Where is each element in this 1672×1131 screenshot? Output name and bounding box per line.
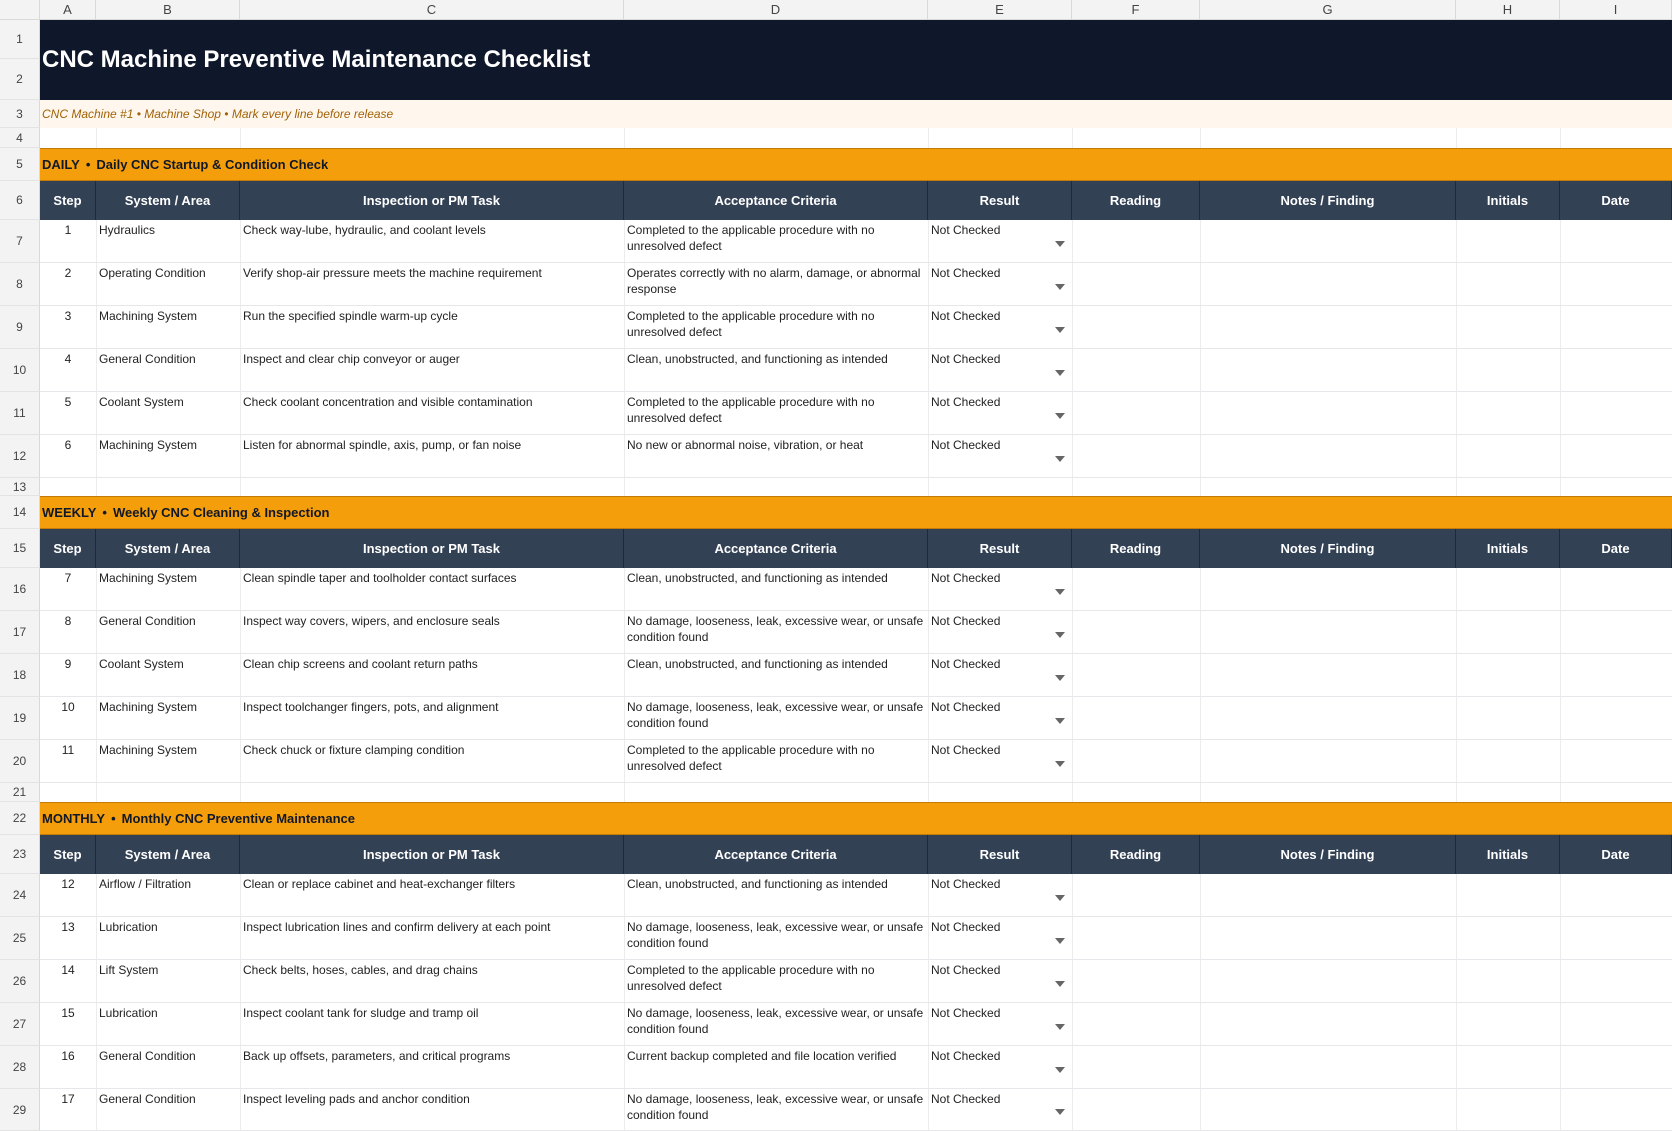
system-area[interactable]: General Condition: [99, 1049, 196, 1063]
section-code: MONTHLY: [42, 811, 106, 826]
pm-task[interactable]: Inspect coolant tank for sludge and tramp oil: [243, 1006, 479, 1020]
caret-down-icon[interactable]: [1055, 327, 1065, 333]
notes-cell[interactable]: [1200, 435, 1456, 478]
column-title-1: Step: [40, 181, 96, 220]
pm-task[interactable]: Inspect way covers, wipers, and enclosure seals: [243, 614, 500, 628]
date-cell[interactable]: [1560, 1089, 1672, 1131]
pm-task[interactable]: Check chuck or fixture clamping condition: [243, 743, 465, 757]
bullet-separator: •: [111, 811, 116, 826]
column-title-2: System / Area: [96, 529, 240, 568]
acceptance-criteria[interactable]: No damage, looseness, leak, excessive wear, or unsafe condition found: [627, 1092, 924, 1122]
section-title: [42, 496, 942, 529]
date-cell[interactable]: [1560, 392, 1672, 435]
pm-task[interactable]: Back up offsets, parameters, and critical programs: [243, 1049, 511, 1063]
column-header-i[interactable]: I: [1560, 0, 1672, 20]
caret-down-icon[interactable]: [1055, 938, 1065, 944]
row-header[interactable]: 18: [0, 654, 40, 697]
page-title: CNC Machine Preventive Maintenance Checklist: [42, 46, 591, 73]
row-header[interactable]: 2: [0, 59, 40, 100]
notes-cell[interactable]: [1200, 349, 1456, 392]
row-header[interactable]: 27: [0, 1003, 40, 1046]
column-header-d[interactable]: D: [624, 0, 928, 20]
row-header[interactable]: 5: [0, 148, 40, 181]
column-title-3: Inspection or PM Task: [240, 835, 624, 874]
system-area[interactable]: Airflow / Filtration: [99, 877, 192, 891]
date-cell[interactable]: [1560, 874, 1672, 917]
caret-down-icon[interactable]: [1055, 284, 1065, 290]
bullet-separator: •: [102, 505, 107, 520]
step-number[interactable]: 14: [61, 963, 75, 977]
row-header[interactable]: 4: [0, 128, 40, 148]
acceptance-criteria[interactable]: Completed to the applicable procedure with no unresolved defect: [627, 309, 875, 339]
row-header[interactable]: 1: [0, 20, 40, 59]
caret-down-icon[interactable]: [1055, 241, 1065, 247]
system-area[interactable]: Lift System: [99, 963, 159, 977]
caret-down-icon[interactable]: [1055, 895, 1065, 901]
row-header[interactable]: 16: [0, 568, 40, 611]
row-header[interactable]: 15: [0, 529, 40, 568]
step-number[interactable]: 17: [61, 1092, 75, 1106]
system-area[interactable]: Coolant System: [99, 395, 184, 409]
column-title-5: Result: [928, 529, 1072, 568]
column-header-c[interactable]: C: [240, 0, 624, 20]
acceptance-criteria[interactable]: Completed to the applicable procedure with no unresolved defect: [627, 743, 875, 773]
section-title: [42, 148, 942, 181]
result-dropdown[interactable]: Not Checked: [931, 920, 1001, 934]
notes-cell[interactable]: [1200, 1046, 1456, 1089]
column-header-h[interactable]: H: [1456, 0, 1560, 20]
notes-cell[interactable]: [1200, 697, 1456, 740]
column-title-7: Notes / Finding: [1200, 529, 1456, 568]
notes-cell[interactable]: [1200, 611, 1456, 654]
result-dropdown[interactable]: Not Checked: [931, 743, 1001, 757]
acceptance-criteria[interactable]: Clean, unobstructed, and functioning as intended: [627, 352, 888, 366]
step-number[interactable]: 8: [64, 614, 72, 628]
reading-cell[interactable]: [1072, 435, 1200, 478]
pm-task[interactable]: Check coolant concentration and visible contamination: [243, 395, 533, 409]
column-title-9: Date: [1560, 835, 1672, 874]
section-code: DAILY: [42, 157, 80, 172]
caret-down-icon[interactable]: [1055, 456, 1065, 462]
caret-down-icon[interactable]: [1055, 632, 1065, 638]
column-title-8: Initials: [1456, 835, 1560, 874]
reading-cell[interactable]: [1072, 960, 1200, 1003]
reading-cell[interactable]: [1072, 740, 1200, 783]
initials-cell[interactable]: [1456, 1003, 1560, 1046]
caret-down-icon[interactable]: [1055, 370, 1065, 376]
caret-down-icon[interactable]: [1055, 718, 1065, 724]
acceptance-criteria[interactable]: Operates correctly with no alarm, damage, or abnormal response: [627, 266, 921, 296]
step-number[interactable]: 1: [64, 223, 72, 237]
reading-cell[interactable]: [1072, 654, 1200, 697]
pm-task[interactable]: Clean or replace cabinet and heat-exchanger filters: [243, 877, 516, 891]
caret-down-icon[interactable]: [1055, 413, 1065, 419]
result-dropdown[interactable]: Not Checked: [931, 395, 1001, 409]
column-title-3: Inspection or PM Task: [240, 529, 624, 568]
reading-cell[interactable]: [1072, 220, 1200, 263]
caret-down-icon[interactable]: [1055, 761, 1065, 767]
initials-cell[interactable]: [1456, 1089, 1560, 1131]
notes-cell[interactable]: [1200, 306, 1456, 349]
caret-down-icon[interactable]: [1055, 589, 1065, 595]
system-area[interactable]: Lubrication: [99, 1006, 158, 1020]
column-header-a[interactable]: A: [40, 0, 96, 20]
acceptance-criteria[interactable]: No new or abnormal noise, vibration, or heat: [627, 438, 864, 452]
row-header[interactable]: 6: [0, 181, 40, 220]
pm-task[interactable]: Inspect lubrication lines and confirm delivery at each point: [243, 920, 551, 934]
row-header[interactable]: 14: [0, 496, 40, 529]
date-cell[interactable]: [1560, 1003, 1672, 1046]
column-header-e[interactable]: E: [928, 0, 1072, 20]
caret-down-icon[interactable]: [1055, 981, 1065, 987]
result-dropdown[interactable]: Not Checked: [931, 1006, 1001, 1020]
step-number[interactable]: 12: [61, 877, 75, 891]
column-title-1: Step: [40, 529, 96, 568]
reading-cell[interactable]: [1072, 392, 1200, 435]
column-title-3: Inspection or PM Task: [240, 181, 624, 220]
initials-cell[interactable]: [1456, 349, 1560, 392]
notes-cell[interactable]: [1200, 392, 1456, 435]
row-header[interactable]: 28: [0, 1046, 40, 1089]
select-all-corner[interactable]: [0, 0, 40, 20]
initials-cell[interactable]: [1456, 917, 1560, 960]
initials-cell[interactable]: [1456, 874, 1560, 917]
system-area[interactable]: Machining System: [99, 309, 198, 323]
caret-down-icon[interactable]: [1055, 1024, 1065, 1030]
section-name: Monthly CNC Preventive Maintenance: [121, 811, 355, 826]
section-code: WEEKLY: [42, 505, 97, 520]
reading-cell[interactable]: [1072, 349, 1200, 392]
step-number[interactable]: 11: [61, 743, 75, 757]
notes-cell[interactable]: [1200, 654, 1456, 697]
reading-cell[interactable]: [1072, 1089, 1200, 1131]
column-title-5: Result: [928, 835, 1072, 874]
pm-task[interactable]: Clean chip screens and coolant return paths: [243, 657, 478, 671]
system-area[interactable]: Machining System: [99, 438, 198, 452]
initials-cell[interactable]: [1456, 654, 1560, 697]
row-header[interactable]: 23: [0, 835, 40, 874]
row-header[interactable]: 17: [0, 611, 40, 654]
result-dropdown[interactable]: Not Checked: [931, 352, 1001, 366]
row-divider: [40, 477, 1672, 478]
row-header[interactable]: 7: [0, 220, 40, 263]
row-header[interactable]: 3: [0, 100, 40, 128]
acceptance-criteria[interactable]: No damage, looseness, leak, excessive wear, or unsafe condition found: [627, 1006, 924, 1036]
date-cell[interactable]: [1560, 306, 1672, 349]
system-area[interactable]: Coolant System: [99, 657, 184, 671]
row-header[interactable]: 10: [0, 349, 40, 392]
result-dropdown[interactable]: Not Checked: [931, 223, 1001, 237]
column-title-2: System / Area: [96, 181, 240, 220]
acceptance-criteria[interactable]: Current backup completed and file location verified: [627, 1049, 897, 1063]
step-number[interactable]: 15: [61, 1006, 75, 1020]
pm-task[interactable]: Check way-lube, hydraulic, and coolant levels: [243, 223, 486, 237]
row-header[interactable]: 19: [0, 697, 40, 740]
date-cell[interactable]: [1560, 960, 1672, 1003]
row-header[interactable]: 12: [0, 435, 40, 478]
reading-cell[interactable]: [1072, 1003, 1200, 1046]
reading-cell[interactable]: [1072, 611, 1200, 654]
reading-cell[interactable]: [1072, 697, 1200, 740]
initials-cell[interactable]: [1456, 1046, 1560, 1089]
result-dropdown[interactable]: Not Checked: [931, 657, 1001, 671]
system-area[interactable]: Operating Condition: [99, 266, 206, 280]
acceptance-criteria[interactable]: No damage, looseness, leak, excessive wear, or unsafe condition found: [627, 700, 924, 730]
pm-task[interactable]: Check belts, hoses, cables, and drag chains: [243, 963, 478, 977]
column-title-2: System / Area: [96, 835, 240, 874]
acceptance-criteria[interactable]: No damage, looseness, leak, excessive wear, or unsafe condition found: [627, 614, 924, 644]
result-dropdown[interactable]: Not Checked: [931, 877, 1001, 891]
notes-cell[interactable]: [1200, 917, 1456, 960]
row-header[interactable]: 21: [0, 783, 40, 802]
acceptance-criteria[interactable]: No damage, looseness, leak, excessive wear, or unsafe condition found: [627, 920, 924, 950]
system-area[interactable]: General Condition: [99, 1092, 196, 1106]
step-number[interactable]: 4: [64, 352, 72, 366]
acceptance-criteria[interactable]: Clean, unobstructed, and functioning as intended: [627, 571, 888, 585]
column-title-7: Notes / Finding: [1200, 181, 1456, 220]
initials-cell[interactable]: [1456, 960, 1560, 1003]
date-cell[interactable]: [1560, 220, 1672, 263]
initials-cell[interactable]: [1456, 740, 1560, 783]
initials-cell[interactable]: [1456, 611, 1560, 654]
step-number[interactable]: 6: [64, 438, 72, 452]
row-header[interactable]: 9: [0, 306, 40, 349]
row-header[interactable]: 8: [0, 263, 40, 306]
row-header[interactable]: 22: [0, 802, 40, 835]
date-cell[interactable]: [1560, 263, 1672, 306]
result-dropdown[interactable]: Not Checked: [931, 614, 1001, 628]
pm-task[interactable]: Inspect toolchanger fingers, pots, and alignment: [243, 700, 499, 714]
row-divider: [40, 782, 1672, 783]
system-area[interactable]: Machining System: [99, 700, 198, 714]
result-dropdown[interactable]: Not Checked: [931, 309, 1001, 323]
pm-task[interactable]: Run the specified spindle warm-up cycle: [243, 309, 458, 323]
notes-cell[interactable]: [1200, 874, 1456, 917]
notes-cell[interactable]: [1200, 1003, 1456, 1046]
result-dropdown[interactable]: Not Checked: [931, 963, 1001, 977]
column-title-9: Date: [1560, 181, 1672, 220]
reading-cell[interactable]: [1072, 568, 1200, 611]
column-title-4: Acceptance Criteria: [624, 529, 928, 568]
column-title-6: Reading: [1072, 529, 1200, 568]
initials-cell[interactable]: [1456, 263, 1560, 306]
column-title-4: Acceptance Criteria: [624, 835, 928, 874]
caret-down-icon[interactable]: [1055, 1067, 1065, 1073]
date-cell[interactable]: [1560, 740, 1672, 783]
notes-cell[interactable]: [1200, 1089, 1456, 1131]
initials-cell[interactable]: [1456, 568, 1560, 611]
acceptance-criteria[interactable]: Clean, unobstructed, and functioning as intended: [627, 877, 888, 891]
row-header[interactable]: 26: [0, 960, 40, 1003]
notes-cell[interactable]: [1200, 960, 1456, 1003]
column-header-g[interactable]: G: [1200, 0, 1456, 20]
date-cell[interactable]: [1560, 611, 1672, 654]
system-area[interactable]: General Condition: [99, 352, 196, 366]
notes-cell[interactable]: [1200, 740, 1456, 783]
date-cell[interactable]: [1560, 1046, 1672, 1089]
acceptance-criteria[interactable]: Clean, unobstructed, and functioning as intended: [627, 657, 888, 671]
caret-down-icon[interactable]: [1055, 1109, 1065, 1115]
result-dropdown[interactable]: Not Checked: [931, 438, 1001, 452]
step-number[interactable]: 7: [64, 571, 72, 585]
result-dropdown[interactable]: Not Checked: [931, 266, 1001, 280]
reading-cell[interactable]: [1072, 874, 1200, 917]
result-dropdown[interactable]: Not Checked: [931, 1049, 1001, 1063]
step-number[interactable]: 16: [61, 1049, 75, 1063]
result-dropdown[interactable]: Not Checked: [931, 1092, 1001, 1106]
reading-cell[interactable]: [1072, 1046, 1200, 1089]
system-area[interactable]: Machining System: [99, 743, 198, 757]
initials-cell[interactable]: [1456, 435, 1560, 478]
section-title: [42, 802, 942, 835]
system-area[interactable]: General Condition: [99, 614, 196, 628]
pm-task[interactable]: Clean spindle taper and toolholder contact surfaces: [243, 571, 517, 585]
column-title-8: Initials: [1456, 181, 1560, 220]
row-header[interactable]: 20: [0, 740, 40, 783]
system-area[interactable]: Hydraulics: [99, 223, 156, 237]
column-title-8: Initials: [1456, 529, 1560, 568]
step-number[interactable]: 3: [64, 309, 72, 323]
step-number[interactable]: 2: [64, 266, 72, 280]
system-area[interactable]: Lubrication: [99, 920, 158, 934]
date-cell[interactable]: [1560, 435, 1672, 478]
row-header[interactable]: 24: [0, 874, 40, 917]
result-dropdown[interactable]: Not Checked: [931, 571, 1001, 585]
row-header[interactable]: 11: [0, 392, 40, 435]
acceptance-criteria[interactable]: Completed to the applicable procedure with no unresolved defect: [627, 223, 875, 253]
step-number[interactable]: 10: [61, 700, 75, 714]
date-cell[interactable]: [1560, 917, 1672, 960]
date-cell[interactable]: [1560, 697, 1672, 740]
column-header-f[interactable]: F: [1072, 0, 1200, 20]
column-title-7: Notes / Finding: [1200, 835, 1456, 874]
initials-cell[interactable]: [1456, 220, 1560, 263]
date-cell[interactable]: [1560, 654, 1672, 697]
column-title-9: Date: [1560, 529, 1672, 568]
section-name: Weekly CNC Cleaning & Inspection: [112, 505, 330, 520]
pm-task[interactable]: Listen for abnormal spindle, axis, pump, or fan noise: [243, 438, 522, 452]
caret-down-icon[interactable]: [1055, 675, 1065, 681]
row-header[interactable]: 13: [0, 478, 40, 496]
initials-cell[interactable]: [1456, 392, 1560, 435]
notes-cell[interactable]: [1200, 220, 1456, 263]
bullet-separator: •: [85, 157, 91, 172]
column-title-5: Result: [928, 181, 1072, 220]
date-cell[interactable]: [1560, 349, 1672, 392]
pm-task[interactable]: Verify shop-air pressure meets the machine requirement: [243, 266, 542, 280]
step-number[interactable]: 9: [64, 657, 72, 671]
reading-cell[interactable]: [1072, 917, 1200, 960]
initials-cell[interactable]: [1456, 697, 1560, 740]
system-area[interactable]: Machining System: [99, 571, 198, 585]
step-number[interactable]: 5: [64, 395, 72, 409]
initials-cell[interactable]: [1456, 306, 1560, 349]
notes-cell[interactable]: [1200, 568, 1456, 611]
reading-cell[interactable]: [1072, 306, 1200, 349]
column-header-b[interactable]: B: [96, 0, 240, 20]
reading-cell[interactable]: [1072, 263, 1200, 306]
column-title-6: Reading: [1072, 835, 1200, 874]
column-title-4: Acceptance Criteria: [624, 181, 928, 220]
pm-task[interactable]: Inspect leveling pads and anchor condition: [243, 1092, 470, 1106]
row-header[interactable]: 25: [0, 917, 40, 960]
column-title-1: Step: [40, 835, 96, 874]
result-dropdown[interactable]: Not Checked: [931, 700, 1001, 714]
subtitle: CNC Machine #1 • Machine Shop • Mark every line before release: [42, 107, 394, 121]
section-name: Daily CNC Startup & Condition Check: [96, 157, 329, 172]
step-number[interactable]: 13: [61, 920, 75, 934]
notes-cell[interactable]: [1200, 263, 1456, 306]
acceptance-criteria[interactable]: Completed to the applicable procedure with no unresolved defect: [627, 395, 875, 425]
row-header[interactable]: 29: [0, 1089, 40, 1131]
pm-task[interactable]: Inspect and clear chip conveyor or auger: [243, 352, 460, 366]
column-title-6: Reading: [1072, 181, 1200, 220]
acceptance-criteria[interactable]: Completed to the applicable procedure with no unresolved defect: [627, 963, 875, 993]
date-cell[interactable]: [1560, 568, 1672, 611]
